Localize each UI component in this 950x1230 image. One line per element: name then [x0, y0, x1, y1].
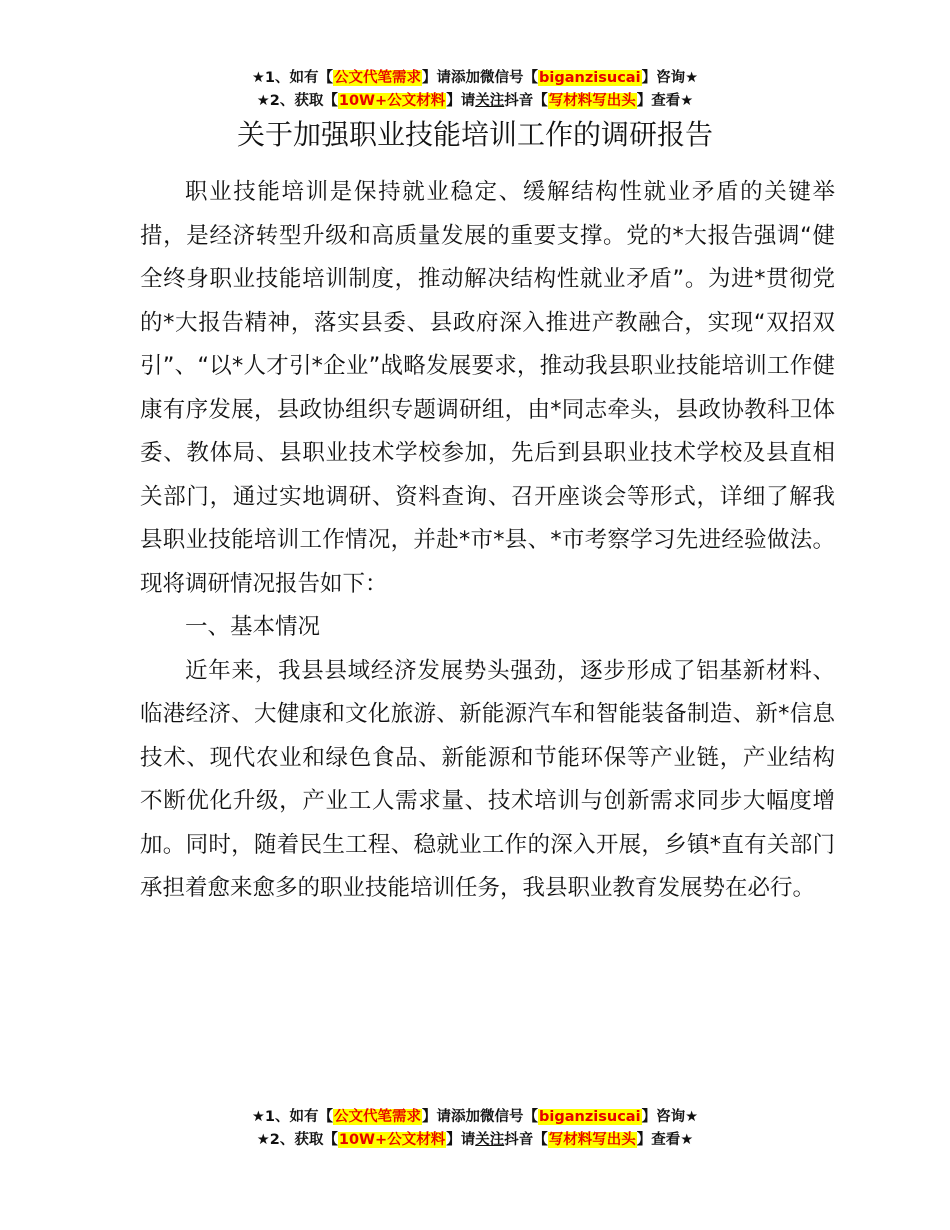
intro-paragraph: 职业技能培训是保持就业稳定、缓解结构性就业矛盾的关键举措，是经济转型升级和高质量发展的重要支撑。党的*大报告强调“健全终身职业技能培训制度，推动解决结构性就业矛盾”。为进*贯彻党的*大报告精神，落实县委、县政府深入推进产教融合，实现“双招双引”、“以*人才引*企业”战略发展要求，推动我县职业技能培训工作健康有序发展，县政协组织专题调研组，由*同志牵头，县政协教科卫体委、教体局、县职业技术学校参加，先后到县职业技术学校及县直相关部门，通过实地调研、资料查询、召开座谈会等形式，详细了解我县职业技能培训工作情况，并赴*市*县、*市考察学习先进经验做法。现将调研情况报告如下： — [140, 179, 835, 597]
promo-highlight-wechat-id: biganzisucai — [539, 1109, 641, 1125]
promo-line-2-prefix: ★2、获取【 — [256, 1132, 338, 1148]
promo-line-1-mid2: 微信号【 — [480, 1109, 539, 1125]
promo-line-2 — [0, 1129, 950, 1152]
promo-line-1-emph: 添加 — [451, 1109, 481, 1125]
promo-line-1-mid: 】请 — [422, 1109, 452, 1125]
promo-line-1-prefix: ★1、如有【 — [251, 1109, 334, 1125]
promo-line-1-prefix: ★1、如有【 — [251, 70, 334, 86]
promo-line-2-suffix: 】查看★ — [636, 1132, 694, 1148]
promo-line-1-mid: 】请 — [422, 70, 452, 86]
promo-highlight-materials: 10W+公文材料 — [338, 93, 446, 109]
promo-line-2-mid2: 抖音【 — [504, 93, 548, 109]
promo-line-2-mid: 】请 — [446, 93, 476, 109]
promo-line-2-mid: 】请 — [446, 1132, 476, 1148]
basic-situation-paragraph: 近年来，我县县域经济发展势头强劲，逐步形成了铝基新材料、临港经济、大健康和文化旅游、新能源汽车和智能装备制造、新*信息技术、现代农业和绿色食品、新能源和节能环保等产业链，产业结构不断优化升级，产业工人需求量、技术培训与创新需求同步大幅度增加。同时，随着民生工程、稳就业工作的深入开展，乡镇*直有关部门承担着愈来愈多的职业技能培训任务，我县职业教育发展势在必行。 — [140, 657, 835, 901]
promo-line-1 — [0, 1106, 950, 1129]
document-title: 关于加强职业技能培训工作的调研报告 — [236, 118, 713, 151]
promo-line-2 — [0, 90, 950, 113]
section-heading-basic-situation: 一、基本情况 — [185, 614, 321, 640]
promo-line-2-emph: 关注 — [475, 1132, 505, 1148]
promo-highlight-materials: 10W+公文材料 — [338, 1132, 446, 1148]
promo-highlight-service: 公文代笔需求 — [334, 70, 422, 86]
promo-line-1 — [0, 67, 950, 90]
promo-line-2-prefix: ★2、获取【 — [256, 93, 338, 109]
promo-line-2-emph: 关注 — [475, 93, 505, 109]
promo-highlight-douyin: 写材料写出头 — [548, 93, 636, 109]
promo-highlight-douyin: 写材料写出头 — [548, 1132, 636, 1148]
promo-line-2-mid2: 抖音【 — [504, 1132, 548, 1148]
promo-line-1-emph: 添加 — [451, 70, 481, 86]
promo-line-1-mid2: 微信号【 — [480, 70, 539, 86]
promo-line-1-suffix: 】咨询★ — [641, 70, 699, 86]
top-promo-banner — [0, 67, 950, 113]
promo-highlight-wechat-id: biganzisucai — [539, 70, 641, 86]
promo-highlight-service: 公文代笔需求 — [334, 1109, 422, 1125]
promo-line-1-suffix: 】咨询★ — [641, 1109, 699, 1125]
promo-line-2-suffix: 】查看★ — [636, 93, 694, 109]
bottom-promo-banner — [0, 1106, 950, 1152]
document-body — [140, 171, 835, 911]
